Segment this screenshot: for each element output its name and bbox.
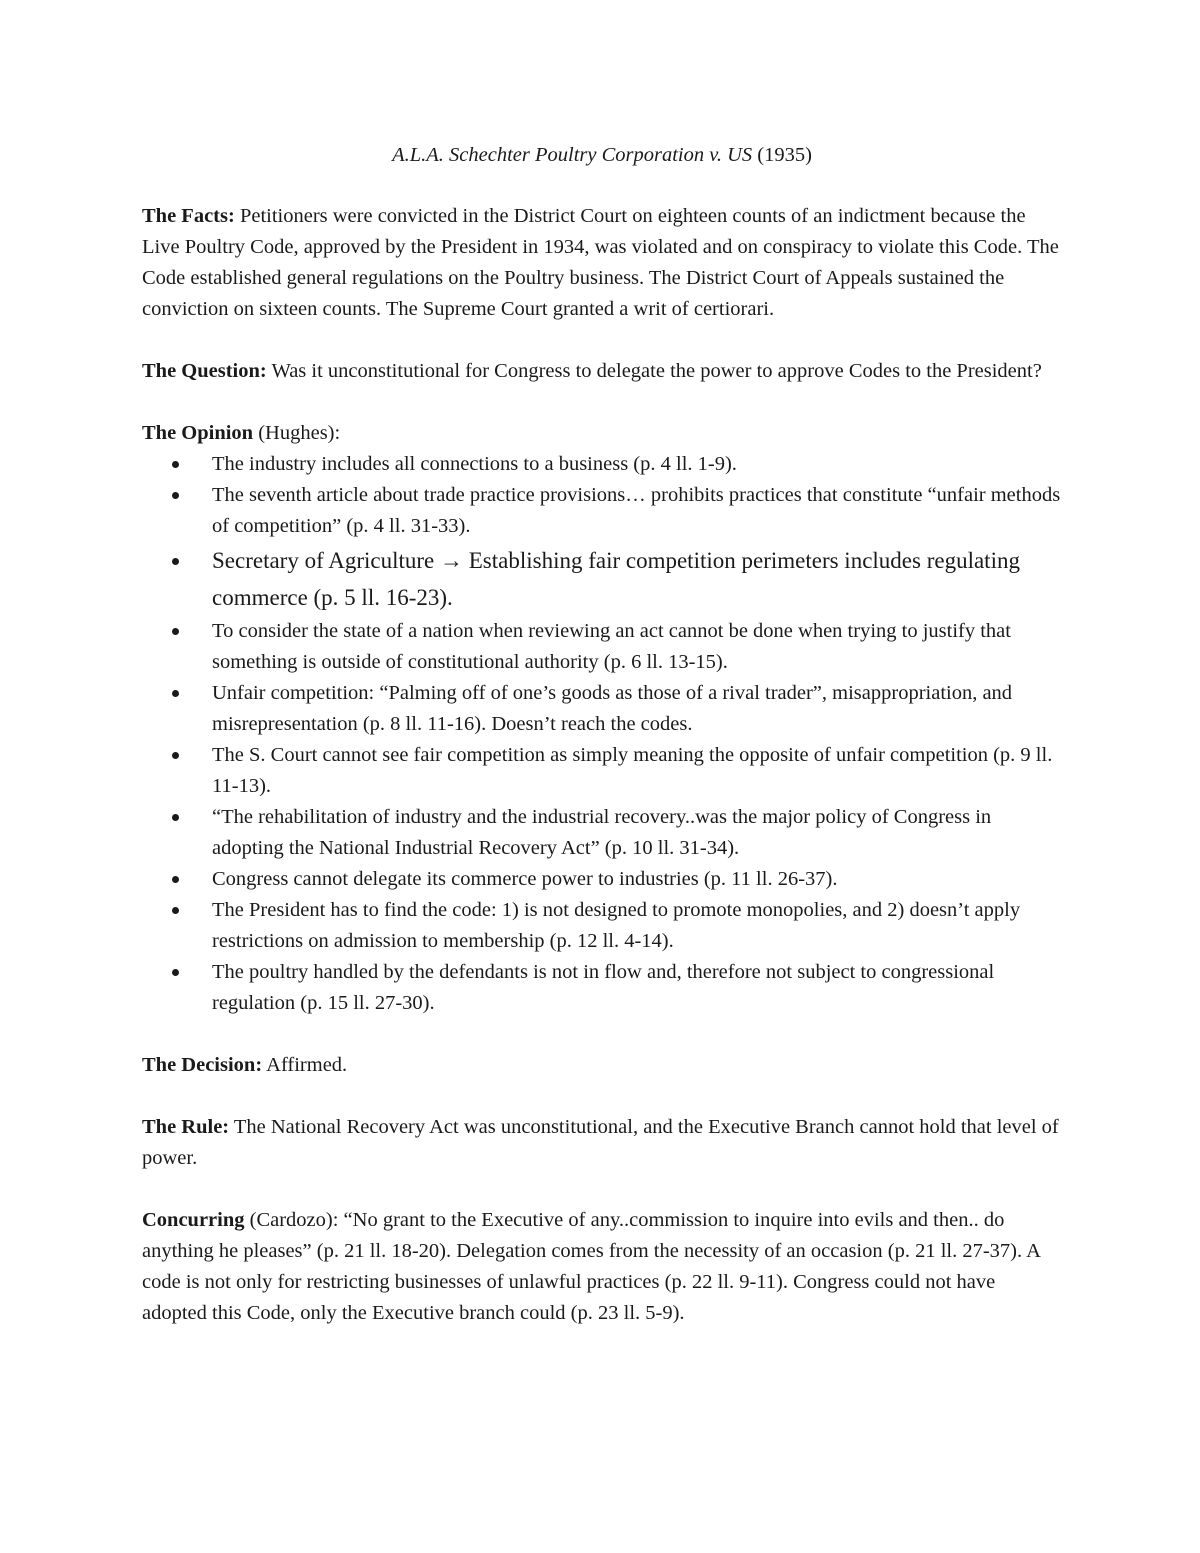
facts-section [142, 201, 1062, 325]
rule-section [142, 1112, 1062, 1174]
rule-label: The Rule: [142, 1116, 230, 1138]
case-year: (1935) [757, 144, 812, 166]
list-item: The S. Court cannot see fair competition as simply meaning the opposite of unfair competition (p. 9 ll. 11-13). [142, 740, 1062, 802]
decision-text: Affirmed. [262, 1054, 348, 1076]
list-item: The poultry handled by the defendants is not in flow and, therefore not subject to congressional regulation (p. 15 ll. 27-30). [142, 957, 1062, 1019]
concurring-label: Concurring [142, 1209, 245, 1231]
concurring-section [142, 1205, 1062, 1329]
opinion-author: (Hughes): [253, 422, 341, 444]
opinion-label: The Opinion [142, 422, 254, 444]
list-item: To consider the state of a nation when reviewing an act cannot be done when trying to justify that something is outside of constitutional authority (p. 6 ll. 13-15). [142, 616, 1062, 678]
decision-label: The Decision: [142, 1054, 263, 1076]
list-item: The seventh article about trade practice provisions… prohibits practices that constitute “unfair methods of competition” (p. 4 ll. 31-33). [142, 480, 1062, 542]
list-item: “The rehabilitation of industry and the industrial recovery..was the major policy of Congress in adopting the National Industrial Recovery Act” (p. 10 ll. 31-34). [142, 802, 1062, 864]
rule-text: The National Recovery Act was unconstitutional, and the Executive Branch cannot hold that level of power. [142, 1116, 1059, 1169]
facts-text: Petitioners were convicted in the District Court on eighteen counts of an indictment because the Live Poultry Code, approved by the President in 1934, was violated and on conspiracy to violate this Code. The Code established general regulations on the Poultry business. The District Court of Appeals sustained the conviction on sixteen counts. The Supreme Court granted a writ of certiorari. [142, 205, 1059, 320]
list-item: Secretary of Agriculture → Establishing fair competition perimeters includes regulating commerce (p. 5 ll. 16-23). [142, 542, 1062, 616]
concurring-text: “No grant to the Executive of any..commission to inquire into evils and then.. do anything he pleases” (p. 21 ll. 18-20). Delegation comes from the necessity of an occasion (p. 21 ll. 27-37). A code is not only for restricting businesses of unlawful practices (p. 22 ll. 9-11). Congress could not have adopted this Code, only the Executive branch could (p. 23 ll. 5-9). [142, 1209, 1040, 1324]
question-section [142, 356, 1062, 387]
opinion-list [142, 449, 1062, 1019]
list-item: The industry includes all connections to a business (p. 4 ll. 1-9). [142, 449, 1062, 480]
list-item: Congress cannot delegate its commerce power to industries (p. 11 ll. 26-37). [142, 864, 1062, 895]
document-page [142, 140, 1062, 1360]
document-title [142, 140, 1062, 171]
question-label: The Question: [142, 360, 267, 382]
decision-section [142, 1050, 1062, 1081]
facts-label: The Facts: [142, 205, 235, 227]
opinion-heading [142, 418, 1062, 449]
list-item: Unfair competition: “Palming off of one’s goods as those of a rival trader”, misappropriation, and misrepresentation (p. 8 ll. 11-16). Doesn’t reach the codes. [142, 678, 1062, 740]
list-item: The President has to find the code: 1) is not designed to promote monopolies, and 2) doesn’t apply restrictions on admission to membership (p. 12 ll. 4-14). [142, 895, 1062, 957]
question-text: Was it unconstitutional for Congress to delegate the power to approve Codes to the President? [266, 360, 1042, 382]
concurring-author: (Cardozo): [244, 1209, 339, 1231]
case-name: A.L.A. Schechter Poultry Corporation v. US [392, 144, 753, 166]
